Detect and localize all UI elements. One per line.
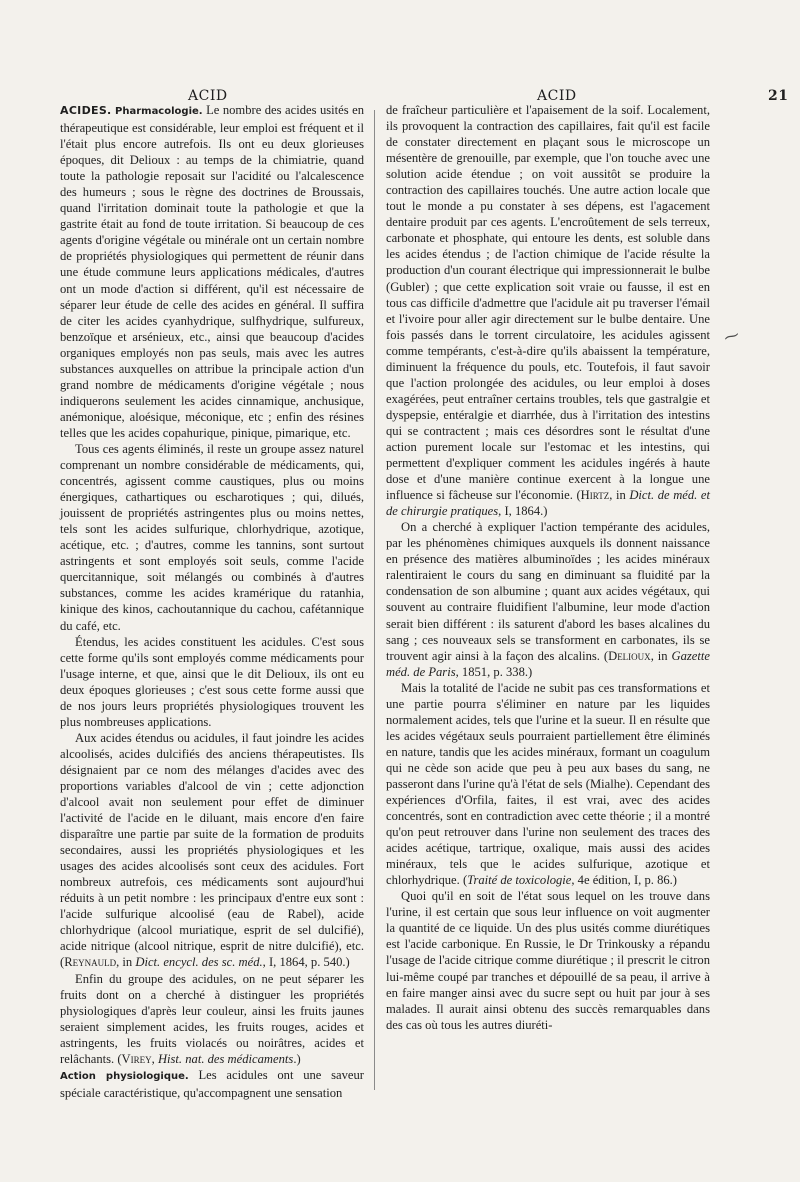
paragraph xyxy=(60,1067,364,1101)
citation-tail: , 1851, p. 338.) xyxy=(455,664,533,679)
paragraph-text: Quoi qu'il en soit de l'état sous lequel on les trouve dans l'urine, il est certain que sous leur influence on voit augmenter la quantité de ce liquide. Un des plus usités comme diurétiques est l'acide carbonique. En Russie, le Dr Trinkousky a répandu l'usage de l'acide citrique comme diurétique ; il prescrit le citron lui-même coupé par tranches et dépouillé de sa peau, il arrive à en faire manger ainsi avec du sucre sept ou huit par jour à ses malades. Il aurait ainsi obtenu des succès remarquables dans des cas où tous les autres diuréti- xyxy=(386,889,710,1032)
right-column xyxy=(386,102,710,1033)
paragraph xyxy=(60,441,364,634)
citation-separator: , in xyxy=(116,955,136,970)
paragraph-text: Les acidules ont une saveur spéciale caractéristique, qu'accompagnent une sensation xyxy=(60,1067,364,1100)
paragraph-text: Aux acides étendus ou acidules, il faut joindre les acides alcoolisés, acides dulcifiés des anciens thérapeutistes. Ils désignaient par ce nom des mélanges d'acides avec des proportions variables d'alcool de vin ; cette adjonction d'alcool avait non seulement pour effet de diminuer l'activité de l'acide en le diluant, mais encore d'en faire disparaître une partie par suite de la formation de produits secondaires, aussi les propriétés physiologiques et les usages des acides alcoolisés sont ceux des acidules. Fort nombreux autrefois, ces médicaments sont aujourd'hui réduits à un petit nombre : les principaux d'entre eux sont : l'acide sulfurique alcoolisé (eau de Rabel), acide chlorhydrique (alcool muriatique, esprit de sel dulcifié), acide nitrique (alcool nitrique, esprit de nitre dulcifié), etc. ( xyxy=(60,730,364,970)
citation-tail: , I, 1864.) xyxy=(498,504,548,519)
citation-tail: , I, 1864, p. 540.) xyxy=(262,955,350,970)
paragraph xyxy=(60,634,364,730)
paragraph xyxy=(60,102,364,441)
running-title-center: ACID xyxy=(537,88,577,104)
paragraph-text: de fraîcheur particulière et l'apaisement de la soif. Localement, ils provoquent la contraction des capillaires, fait qu'il est facile de constater directement en plaçant sous le microscope un mésentère de grenouille, par exemple, que l'on touche avec une solution acide étendue ; on voit aussitôt se produire la contraction des capillaires touchés. Une autre action locale que tout le monde a pu constater à ses dépens, est l'agacement dentaire produit par ces agents. L'encroûtement de sels terreux, carbonate et phosphate, qui entoure les dents, est soluble dans les acides étendus ; de l'action chimique de l'acide résulte la production d'un courant électrique qui impressionnerait le bulbe (Gubler) ; que cette explication soit vraie ou fausse, il est en tous cas difficile d'admettre que l'acidule ait pu traverser l'émail et l'ivoire pour aller agir directement sur le bulbe dentaire. Une fois passés dans le torrent circulatoire, les acidules agissent comme tempérants, c'est-à-dire qu'ils abaissent la température, diminuent la fréquence du pouls, etc. Toutefois, il faut savoir que l'action prolongée des acidules, ou leur emploi à doses exagérées, peut entraîner certains troubles, tels que gastralgie et dyspepsie, entéralgie et diarrhée, dus à l'irritation des intestins qui se contractent ; mais ces désordres sont le résultat d'une action purement locale sur l'estomac et les intestins, qui permettent d'expliquer comment les acidules ingérés à haute dose et d'une manière continue exercent à la longue une influence si fâcheuse sur l'économie. ( xyxy=(386,103,710,503)
paragraph-text: Étendus, les acides constituent les acidules. C'est sous cette forme qu'ils sont employés comme médicaments pour l'usage interne, et que, ainsi que le dit Delioux, ils ont eu deux époques glorieuses ; c'est sous cette forme aussi que de nos jours leurs propriétés physiologiques trouvent les plus nombreuses applications. xyxy=(60,634,364,729)
paragraph-text: Mais la totalité de l'acide ne subit pas ces transformations et une partie pourra s'éliminer en nature par les liquides normalement acides, tels que l'urine et la sueur. Il en résulte que les acides végétaux seuls pourraient partiellement être éliminés en nature, tandis que les acides minéraux, formant un coagulum qui ne cède son acide que peu à peu aux bases du sang, ne passeront dans l'urine qu'à l'état de sels (Mialhe). Cependant des expériences d'Orfila, faites, il est vrai, avec des acides concentrés, sont en contradiction avec cette théorie ; il a montré qu'on peut retrouver dans l'urine non seulement des traces des acides acétique, tartrique, oxalique, mais aussi des acides minéraux, tels que le acides sulfurique, azotique et chlorhydrique. ( xyxy=(386,680,710,888)
paragraph xyxy=(386,102,710,519)
paragraph xyxy=(386,519,710,679)
citation-separator: , in xyxy=(609,488,630,503)
citation-work: Traité de toxicologie xyxy=(467,873,572,888)
paragraph xyxy=(60,971,364,1067)
citation-work: Dict. de méd. et de chirurgie pratiques xyxy=(386,488,710,519)
page-number: 21 xyxy=(768,88,789,104)
citation-author: Delioux xyxy=(608,648,651,663)
paragraph-text: On a cherché à expliquer l'action tempérante des acidules, par les phénomènes chimiques auxquels ils donnent naissance en présence des matières albuminoïdes ; les acides minéraux ralentiraient le cours du sang en diminuant sa fluidité par la condensation de son albumine ; quant aux acides végétaux, qui souvent au contraire fluidifient l'albumine, leur mode d'action serait bien différent : ils saturent d'abord les bases alcalines du sang ; ces nouveaux sels se transforment en carbonates, ils se trouvent agir ainsi à la façon des alcalins. ( xyxy=(386,520,710,663)
citation-tail: , 4e édition, I, p. 86.) xyxy=(571,873,678,888)
entry-heading: ACIDES. xyxy=(60,104,112,117)
citation-author: Hirtz xyxy=(580,488,610,503)
paragraph-text: Tous ces agents éliminés, il reste un groupe assez naturel comprenant un nombre considérable de médicaments, qui, concentrés, agissent comme caustiques, plus ou moins énergiques, cathartiques ou escharotiques ; qui, dilués, jouissent de propriétés astringentes plus ou moins nettes, tels sont les acides sulfurique, chlorhydrique, azotique, acétique, etc. ; d'autres, comme les tannins, sont surtout astringents et sont employés soit seuls, comme l'acide quercitannique, soit mélangés ou combinés à d'autres substances, comme les acides kramérique du ratanhia, kinique des kinos, cachoutannique du cachou, cafétannique du café, etc. xyxy=(60,441,364,633)
citation-tail: .) xyxy=(293,1051,301,1066)
citation-separator: , xyxy=(151,1051,158,1066)
citation-work: Dict. encycl. des sc. méd. xyxy=(135,955,263,970)
margin-mark: ⁓ xyxy=(721,325,742,347)
paragraph xyxy=(386,888,710,1032)
section-heading: Pharmacologie. xyxy=(115,106,203,117)
section-heading: Action physiologique. xyxy=(60,1070,189,1082)
citation-separator: , in xyxy=(650,648,672,663)
left-column xyxy=(60,102,364,1101)
column-divider xyxy=(374,110,375,1090)
paragraph xyxy=(386,680,710,889)
citation-work: Gazette méd. de Paris xyxy=(386,648,710,679)
paragraph-text: Enfin du groupe des acidules, on ne peut séparer les fruits dont on a cherché à distinguer les propriétés physiologiques d'après leur couleur, ainsi les fruits jaunes seraient simplement acides, les fruits rouges, acides et astringents, les fruits violacés ou noirâtres, acides et relâchants. ( xyxy=(60,971,364,1066)
citation-author: Reynauld xyxy=(64,955,117,970)
paragraph-text: Le nombre des acides usités en thérapeutique est considérable, leur emploi est fréquent et il l'était plus encore autrefois. Ils ont eu deux glorieuses époques, dit Delioux : au temps de la chimiatrie, quand toute la pathologie reposait sur l'acidité ou l'alcalescence des humeurs ; sous le règne des doctrines de Broussais, quand l'irritation dominait toute la pathologie et que la gastrite était au fond de toute irritation. Si beaucoup de ces agents d'origine végétale ou minérale ont un certain nombre de propriétés physiologiques qui permettent de réunir dans une étude commune leurs applications médicales, d'autres ont un mode d'action si différent, qu'il est nécessaire de séparer leur étude de celle des acides en général. Il suffira de citer les acides cyanhydrique, sulfhydrique, sulfureux, benzoïque et arsénieux, etc., ainsi que beaucoup d'acides organiques employés non pas seuls, mais avec les autres substances auxquelles on attribue la principale action d'un grand nombre de médicaments d'origine végétale ; nous indiquerons seulement les acides cinnamique, anchusique, anémonique, aloésique, méconique, etc ; enfin des résines telles que les acides copahurique, pinique, pimarique, etc. xyxy=(60,103,365,440)
citation-work: Hist. nat. des médicaments xyxy=(157,1051,294,1066)
citation-author: Virey xyxy=(121,1051,152,1066)
running-title-left: ACID xyxy=(188,88,228,104)
paragraph xyxy=(60,730,364,971)
